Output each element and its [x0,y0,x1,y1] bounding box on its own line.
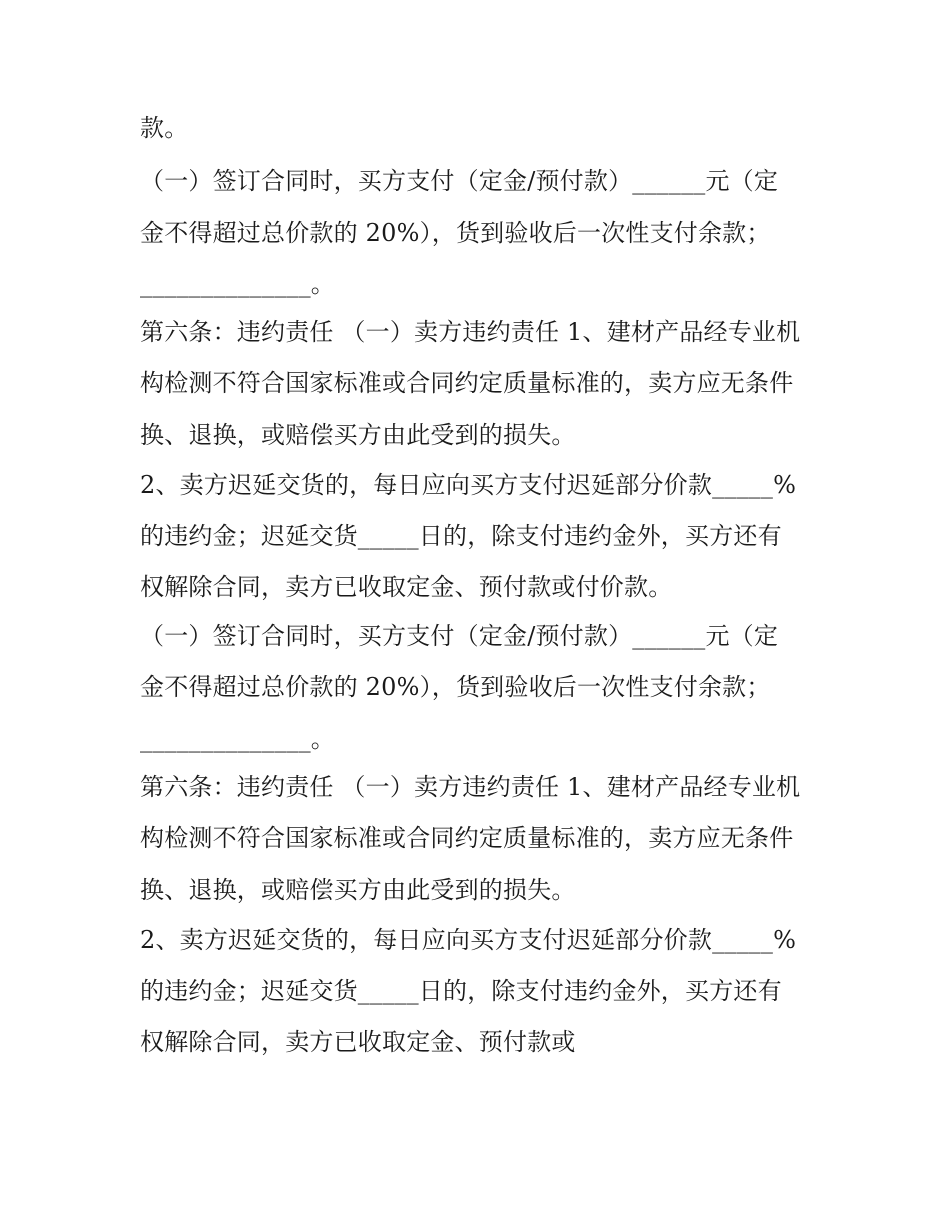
text-line: 换、退换，或赔偿买方由此受到的损失。 [140,421,576,449]
text-line: 的违约金；迟延交货_____日的，除支付违约金外，买方还有 [140,522,782,550]
text-line: 换、退换，或赔偿买方由此受到的损失。 [140,876,576,904]
text-line: 金不得超过总价款的 20%），货到验收后一次性支付余款； [140,673,771,701]
text-line: ______________。 [140,725,335,753]
text-line: 金不得超过总价款的 20%），货到验收后一次性支付余款； [140,219,771,247]
text-line: 第六条：违约责任 （一）卖方违约责任 1、建材产品经专业机 [140,318,801,346]
text-line: 权解除合同，卖方已收取定金、预付款或付价款。 [140,573,673,601]
text-line: 权解除合同，卖方已收取定金、预付款或 [140,1028,576,1056]
text-line: 构检测不符合国家标准或合同约定质量标准的，卖方应无条件 [140,824,794,852]
text-line: 2、卖方迟延交货的，每日应向买方支付迟延部分价款_____% [140,926,797,954]
text-line: 款。 [140,114,189,142]
text-line: 构检测不符合国家标准或合同约定质量标准的，卖方应无条件 [140,369,794,397]
text-line: （一）签订合同时，买方支付（定金/预付款）______元（定 [140,622,779,650]
text-line: 第六条：违约责任 （一）卖方违约责任 1、建材产品经专业机 [140,773,801,801]
text-line: 2、卖方迟延交货的，每日应向买方支付迟延部分价款_____% [140,471,797,499]
text-line: （一）签订合同时，买方支付（定金/预付款）______元（定 [140,167,779,195]
text-line: ______________。 [140,270,335,298]
text-line: 的违约金；迟延交货_____日的，除支付违约金外，买方还有 [140,977,782,1005]
